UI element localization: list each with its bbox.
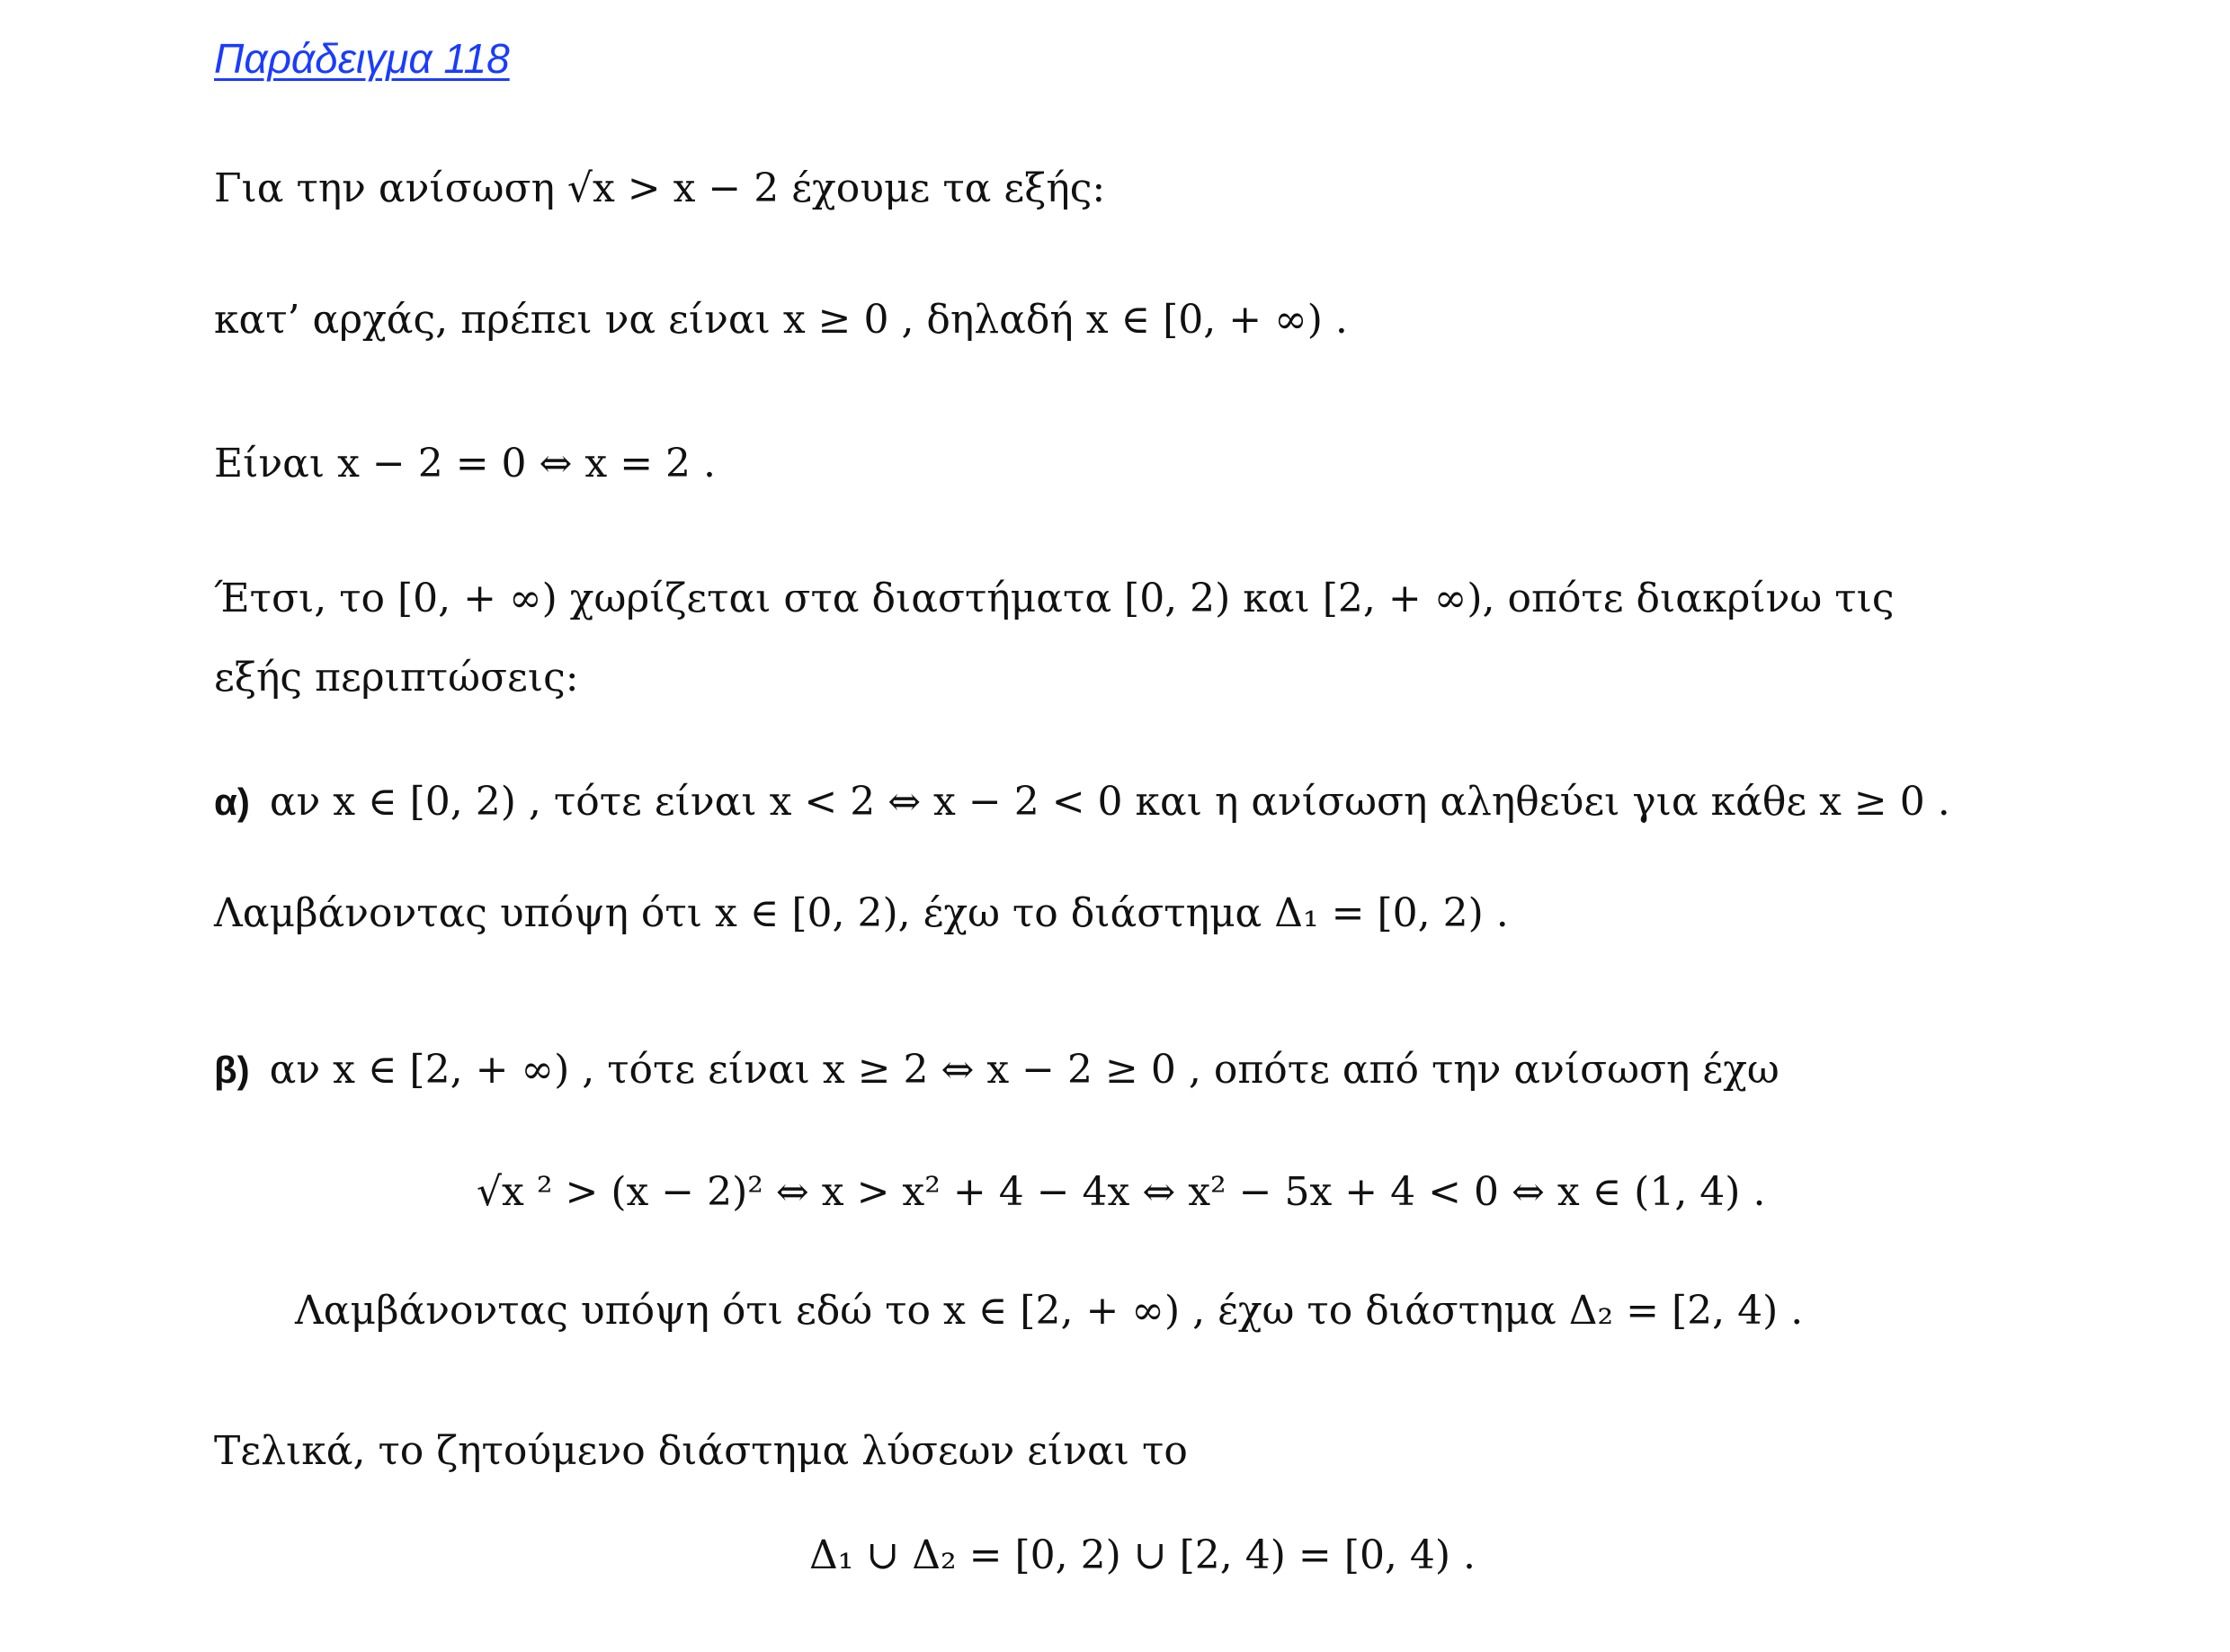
conclusion-line: Τελικά, το ζητούμενο διάστημα λύσεων είναι το	[214, 1428, 1188, 1474]
case-b-result-line: Λαμβάνοντας υπόψη ότι εδώ το x ∈ [2, + ∞) , έχω το διάστημα Δ₂ = [2, 4) .	[295, 1288, 1804, 1334]
case-a-result-line: Λαμβάνοντας υπόψη ότι x ∈ [0, 2), έχω το διάστημα Δ₁ = [0, 2) .	[214, 890, 1509, 936]
intro-line: Για την ανίσωση √x > x − 2 έχουμε τα εξής:	[214, 165, 1106, 211]
case-b-derivation: √x ² > (x − 2)² ⇔ x > x² + 4 − 4x ⇔ x² − 5x + 4 < 0 ⇔ x ∈ (1, 4) .	[477, 1169, 1766, 1215]
case-b-label: β)	[214, 1049, 250, 1091]
case-b-text: αν x ∈ [2, + ∞) , τότε είναι x ≥ 2 ⇔ x − 2 ≥ 0 , οπότε από την ανίσωση έχω	[269, 1047, 1780, 1093]
case-a-text: αν x ∈ [0, 2) , τότε είναι x < 2 ⇔ x − 2 < 0 και η ανίσωση αληθεύει για κάθε x ≥ 0 .	[269, 779, 1950, 825]
domain-line: κατ’ αρχάς, πρέπει να είναι x ≥ 0 , δηλαδή x ∈ [0, + ∞) .	[214, 297, 1348, 343]
case-a-label: α)	[214, 781, 250, 823]
case-a-line	[214, 775, 1950, 829]
final-union-line: Δ₁ ∪ Δ₂ = [0, 2) ∪ [2, 4) = [0, 4) .	[809, 1532, 1476, 1578]
case-b-line	[214, 1043, 1780, 1097]
root-line: Είναι x − 2 = 0 ⇔ x = 2 .	[214, 441, 717, 487]
cases-line: εξής περιπτώσεις:	[214, 655, 579, 701]
split-line: Έτσι, το [0, + ∞) χωρίζεται στα διαστήματα [0, 2) και [2, + ∞), οπότε διακρίνω τις	[214, 576, 1895, 621]
example-title[interactable]: Παράδειγμα 118	[214, 35, 510, 82]
